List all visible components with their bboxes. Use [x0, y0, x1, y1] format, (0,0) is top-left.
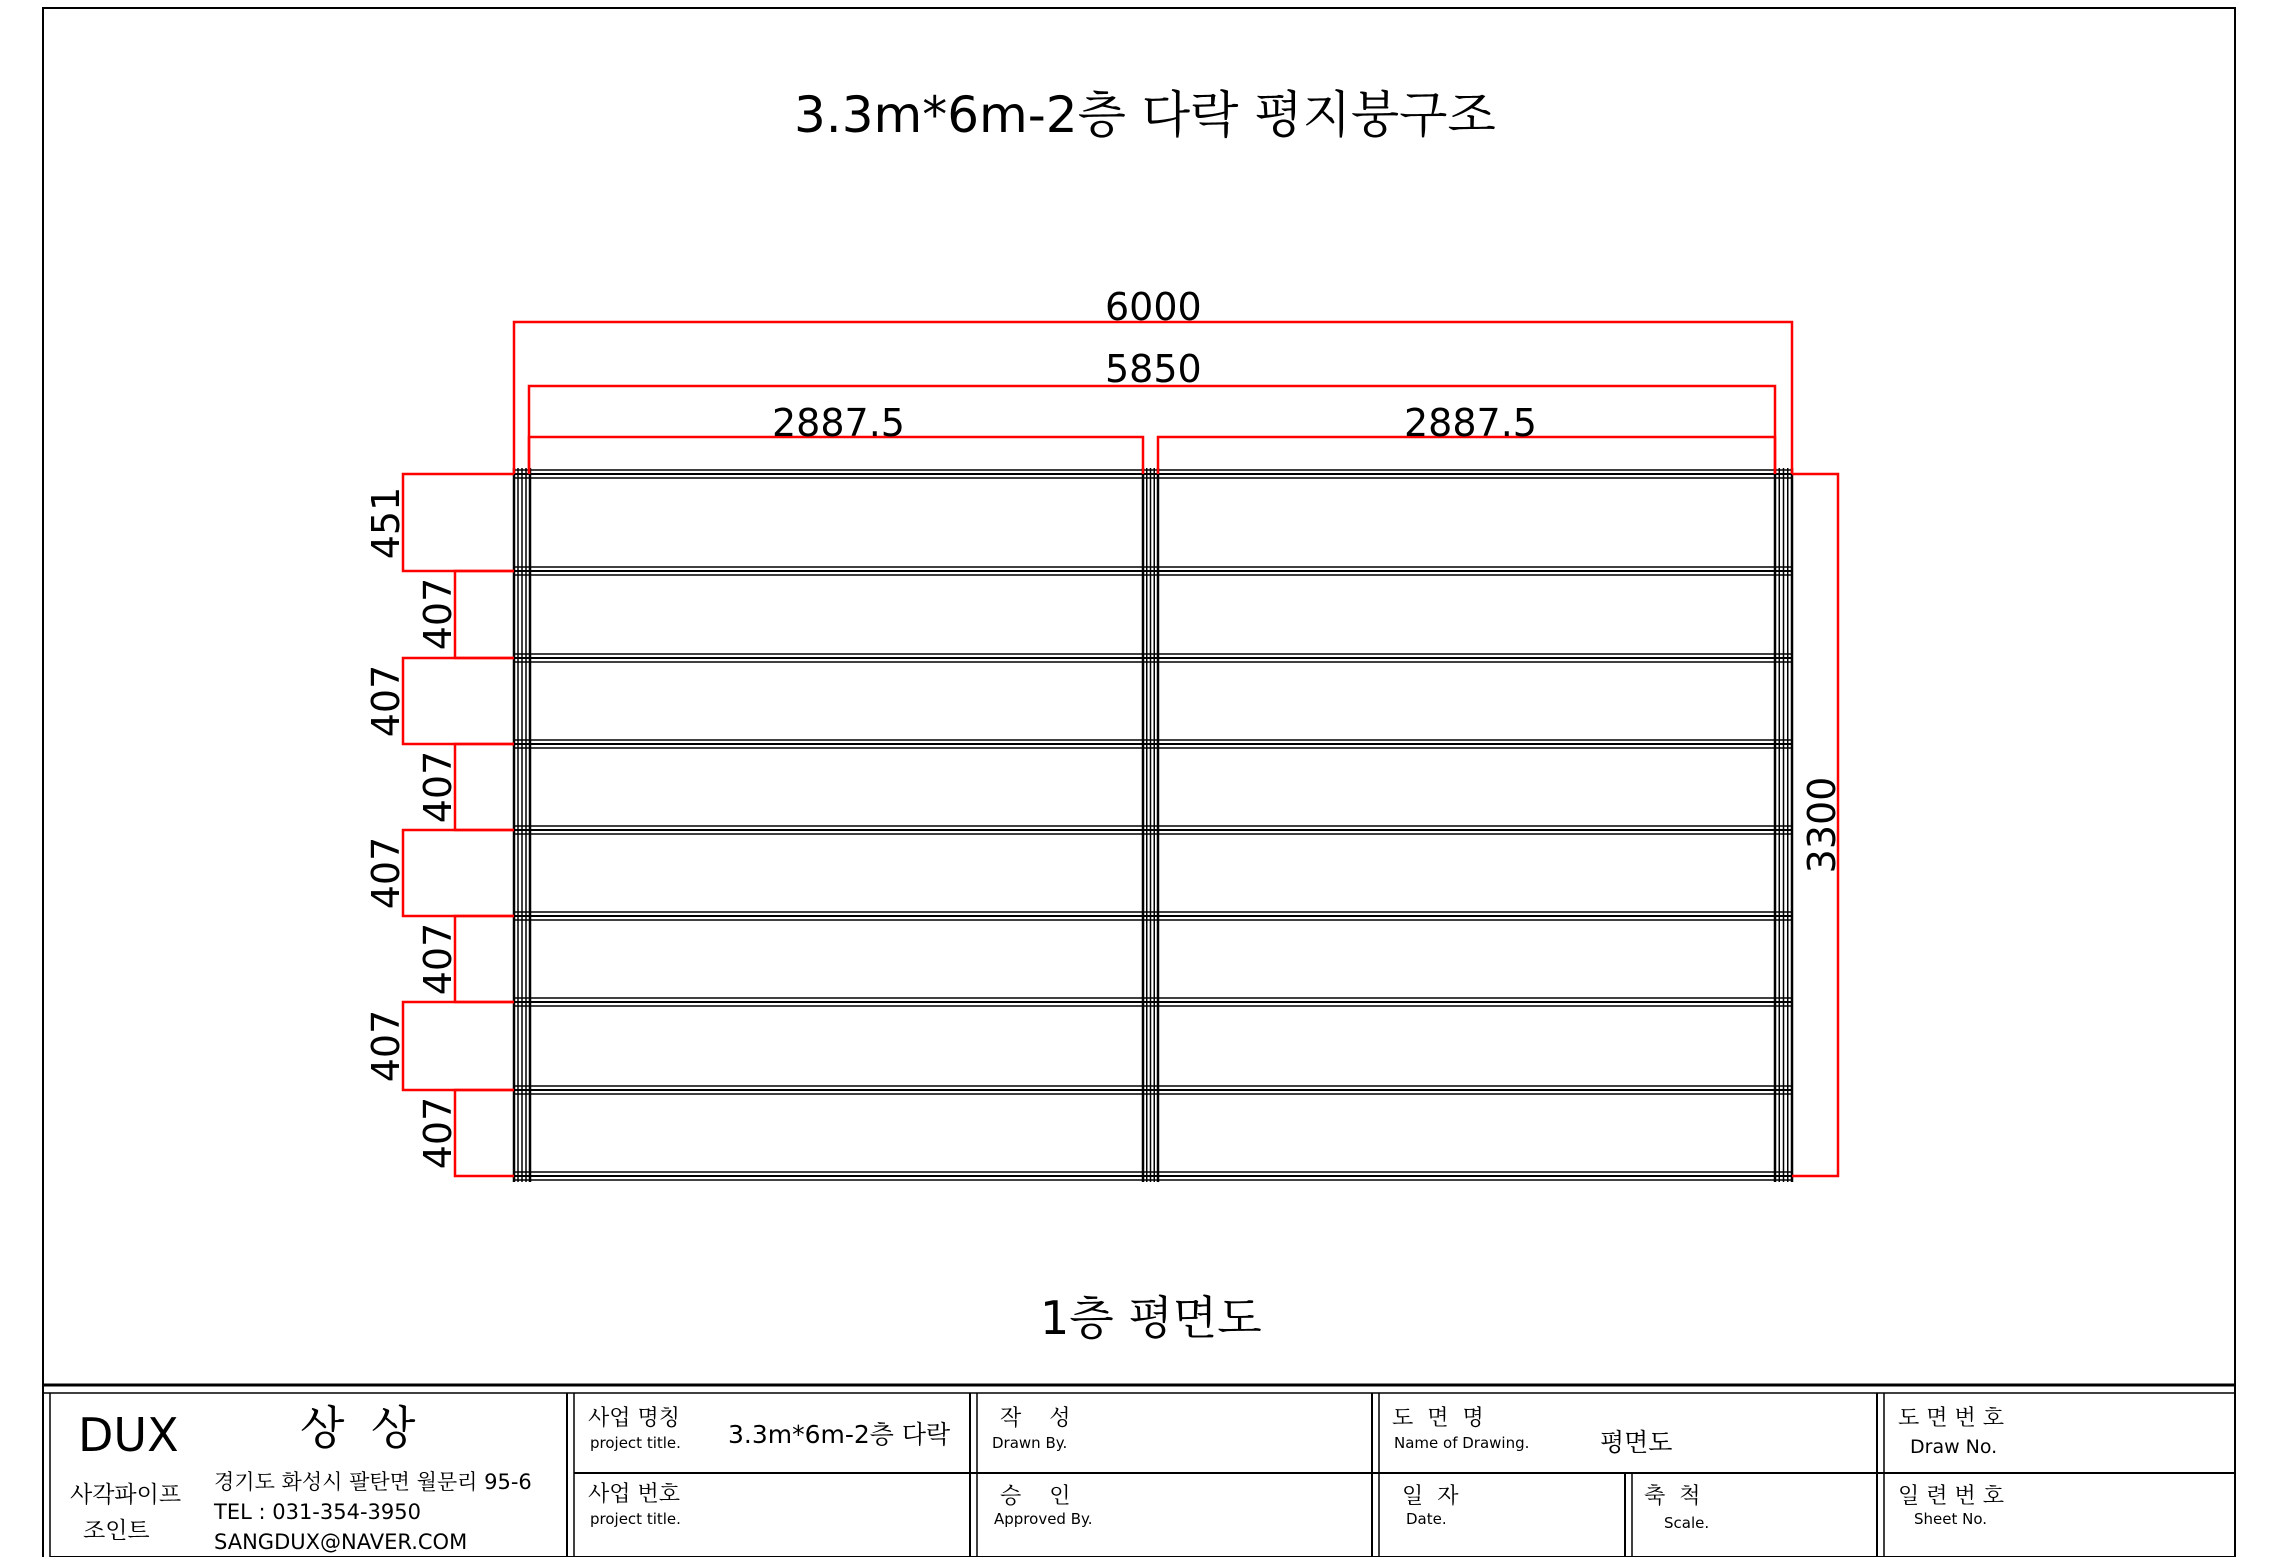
date-sub: Date. [1406, 1510, 1447, 1528]
dim-5850-line [529, 386, 1775, 474]
dim-label-407-inner-2: 407 [416, 750, 460, 824]
structure-frame [514, 468, 1792, 1182]
drawing-title: 3.3m*6m-2층 다락 평지붕구조 [794, 86, 1496, 144]
drawn-by-sub: Drawn By. [992, 1434, 1068, 1452]
dim-label-407-inner-3: 407 [416, 922, 460, 996]
dim-label-2887-left: 2887.5 [772, 401, 905, 445]
drawing-name-value: 평면도 [1600, 1428, 1673, 1457]
dim-407-outer-1-line [403, 658, 514, 744]
dim-label-407-outer-2: 407 [364, 836, 408, 910]
draw-no-label: 도 면 번 호 [1898, 1406, 2004, 1431]
dim-6000-line [514, 322, 1792, 474]
drawing-subtitle: 1층 평면도 [1040, 1291, 1262, 1345]
dim-451-line [403, 474, 514, 571]
project-name-value: 3.3m*6m-2층 다락 [728, 1420, 951, 1449]
company-address: 경기도 화성시 팔탄면 월문리 95-6 [214, 1470, 532, 1494]
sheet-no-sub: Sheet No. [1914, 1510, 1988, 1528]
dim-label-3300: 3300 [1800, 776, 1844, 874]
dim-label-6000: 6000 [1105, 285, 1202, 329]
drawing-name-sub: Name of Drawing. [1394, 1434, 1530, 1452]
drawing-name-label: 도 면 명 [1392, 1406, 1484, 1431]
company-logo-text: DUX [78, 1408, 179, 1462]
dim-407-inner-4-line [455, 1090, 514, 1176]
dim-label-5850: 5850 [1105, 347, 1202, 391]
drawn-by-label: 작 성 [1000, 1406, 1071, 1431]
draw-no-sub: Draw No. [1910, 1436, 1998, 1458]
dim-label-2887-right: 2887.5 [1404, 401, 1537, 445]
scale-sub: Scale. [1664, 1514, 1710, 1532]
product-line-1: 사각파이프 [70, 1482, 182, 1508]
dim-407-outer-2-line [403, 830, 514, 916]
approved-by-label: 승 인 [1000, 1484, 1071, 1509]
date-label: 일 자 [1402, 1484, 1459, 1509]
dim-label-451: 451 [364, 486, 408, 560]
dim-label-407-outer-1: 407 [364, 664, 408, 738]
project-name-label: 사업 명칭 [588, 1406, 681, 1431]
approved-by-sub: Approved By. [994, 1510, 1093, 1528]
dimension-lines [403, 322, 1838, 1176]
company-tel: TEL : 031-354-3950 [214, 1500, 421, 1524]
dim-407-inner-1-line [455, 571, 514, 658]
company-email: SANGDUX@NAVER.COM [214, 1530, 468, 1554]
project-name-sub: project title. [590, 1434, 681, 1452]
dim-label-407-inner-4: 407 [416, 1096, 460, 1170]
dim-label-407-inner-1: 407 [416, 577, 460, 651]
project-no-sub: project title. [590, 1510, 681, 1528]
dim-407-outer-3-line [403, 1002, 514, 1090]
project-no-label: 사업 번호 [588, 1482, 681, 1507]
dim-407-inner-3-line [455, 916, 514, 1002]
sheet-no-label: 일 련 번 호 [1898, 1484, 2004, 1509]
product-line-2: 조인트 [83, 1518, 150, 1544]
dim-label-407-outer-3: 407 [364, 1009, 408, 1083]
dim-407-inner-2-line [455, 744, 514, 830]
company-name: 상 상 [300, 1401, 422, 1455]
scale-label: 축 척 [1644, 1484, 1701, 1509]
